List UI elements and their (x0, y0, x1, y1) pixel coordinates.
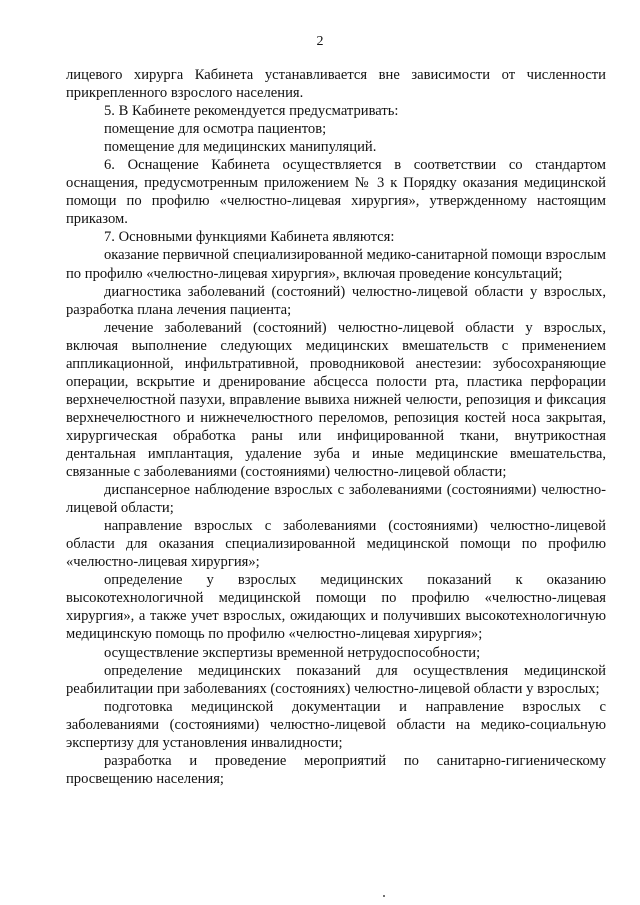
paragraph-item-7: 7. Основными функциями Кабинета являются: (104, 229, 395, 246)
paragraph-room-manipulation: помещение для медицинских манипуляций. (104, 139, 377, 156)
paragraph-function-diagnostics: диагностика заболеваний (состояний) челюстно-лицевой области у взрослых, разработка плана лечения пациента; (66, 283, 606, 318)
paragraph-item-5: 5. В Кабинете рекомендуется предусматривать: (104, 103, 399, 120)
paragraph-item-6: 6. Оснащение Кабинета осуществляется в соответствии со стандартом оснащения, предусмотренным приложением № 3 к Порядку оказания медицинской помощи по профилю «челюстно-лицевая хирургия», утвержденному настоящим приказом. (66, 157, 606, 228)
paragraph-function-rehabilitation: определение медицинских показаний для осуществления медицинской реабилитации при заболеваниях (состояниях) челюстно-лицевой области у взрослых; (66, 662, 606, 697)
scan-speck (383, 895, 385, 897)
page-number: 2 (316, 34, 324, 49)
paragraph-function-disability-expertise: осуществление экспертизы временной нетрудоспособности; (104, 644, 481, 661)
paragraph-function-education: разработка и проведение мероприятий по санитарно-гигиеническому просвещению населения; (66, 752, 606, 787)
paragraph-function-dispensary: диспансерное наблюдение взрослых с заболеваниями (состояниями) челюстно-лицевой области; (66, 482, 606, 517)
paragraph-continuation: лицевого хирурга Кабинета устанавливается вне зависимости от численности прикрепленного взрослого населения. (66, 67, 606, 102)
paragraph-function-treatment: лечение заболеваний (состояний) челюстно-лицевой области у взрослых, включая выполнение следующих медицинских вмешательств с применением аппликационной, инфильтративной, проводниковой анестезии: зубосохраняющие операции, вскрытие и дренирование абсцесса полости рта, пластика перфорации верхнечелюстной пазухи, вправление вывиха нижней челюсти, репозиция и фиксация верхнечелюстного и нижнечелюстного переломов, репозиция костей носа закрытая, хирургическая обработка раны или инфицированной ткани, внутрикостная дентальная имплантация, удаление зуба и иные медицинские вмешательства, связанные с заболеваниями (состояниями) челюстно-лицевой области; (66, 319, 606, 481)
paragraph-function-documentation: подготовка медицинской документации и направление взрослых с заболеваниями (состояниями) челюстно-лицевой области на медико-социальную экспертизу для установления инвалидности; (66, 698, 606, 751)
document-body (66, 66, 606, 788)
paragraph-function-primary-care: оказание первичной специализированной медико-санитарной помощи взрослым по профилю «челюстно-лицевая хирургия», включая проведение консультаций; (66, 247, 607, 282)
paragraph-function-high-tech: определение у взрослых медицинских показаний к оказанию высокотехнологичной медицинской помощи по профилю «челюстно-лицевая хирургия», а также учет взрослых, ожидающих и получивших высокотехнологичную медицинскую помощь по профилю «челюстно-лицевая хирургия»; (66, 572, 606, 643)
paragraph-function-referral: направление взрослых с заболеваниями (состояниями) челюстно-лицевой области для оказания специализированной медицинской помощи по профилю «челюстно-лицевая хирургия»; (66, 518, 606, 571)
paragraph-room-examination: помещение для осмотра пациентов; (104, 121, 327, 138)
